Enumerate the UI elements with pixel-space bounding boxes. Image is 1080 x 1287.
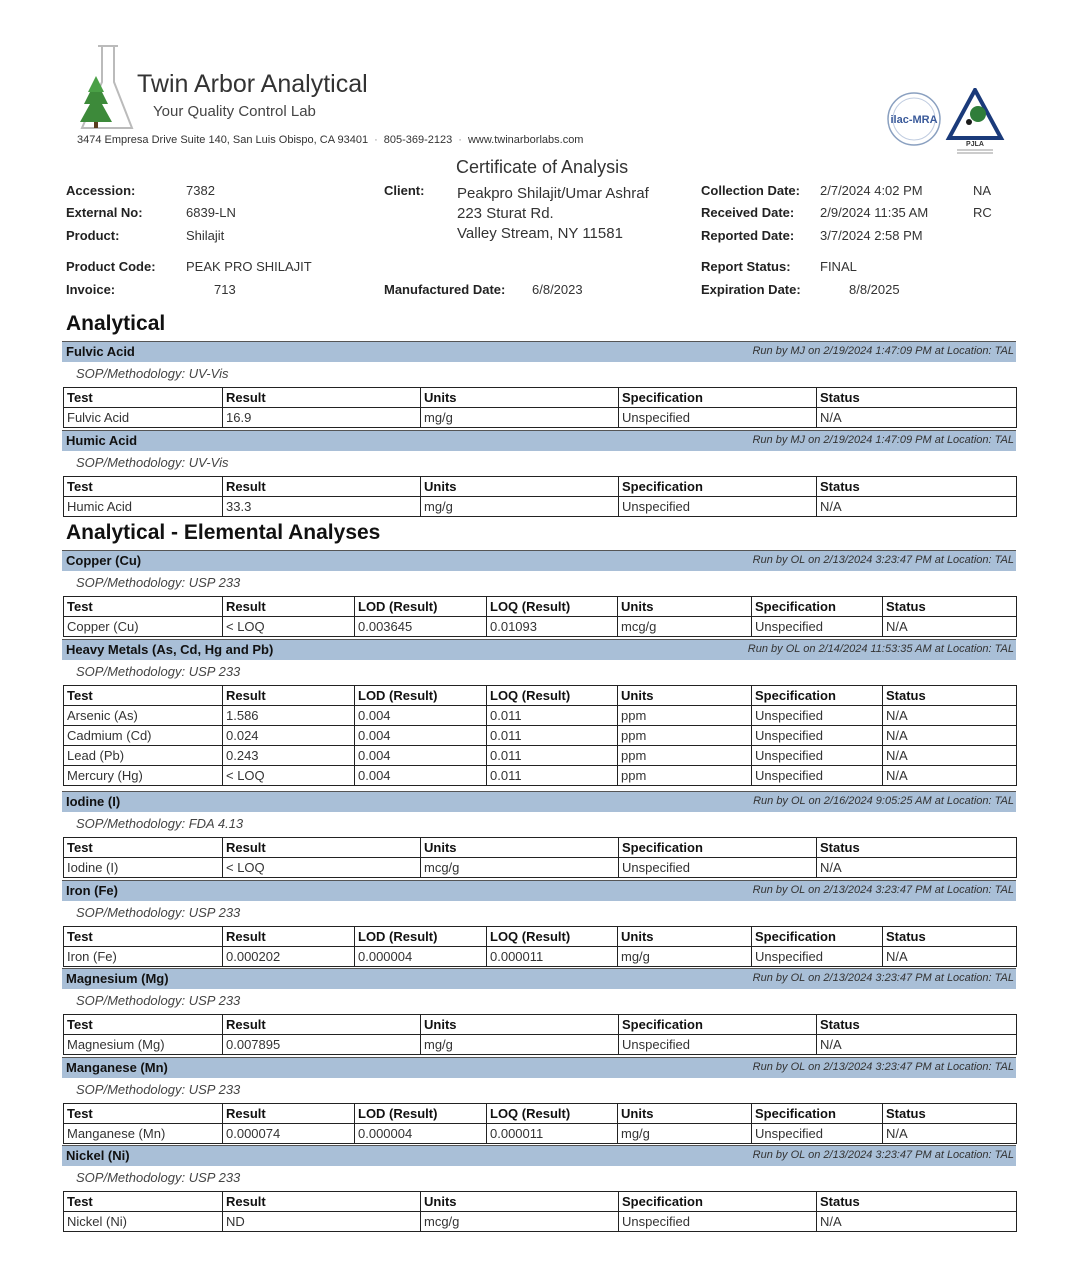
table-header-row bbox=[64, 927, 1017, 947]
table-cell: 0.000011 bbox=[487, 947, 618, 967]
column-header: Specification bbox=[619, 1015, 817, 1035]
sop-methodology: SOP/Methodology: FDA 4.13 bbox=[76, 816, 244, 831]
column-header: Result bbox=[223, 1104, 355, 1124]
table-cell: 0.004 bbox=[355, 766, 487, 786]
results-table-nickel-ni bbox=[63, 1191, 1017, 1232]
pjla-accreditation-icon bbox=[945, 88, 1005, 156]
group-run-info: Run by OL on 2/16/2024 9:05:25 AM at Location: TAL bbox=[753, 795, 1014, 807]
table-header-row bbox=[64, 1104, 1017, 1124]
section-title-elemental: Analytical - Elemental Analyses bbox=[66, 521, 381, 544]
group-header-heavy-metals-as-cd-hg-and-pb bbox=[62, 639, 1016, 660]
table-row bbox=[64, 408, 1017, 428]
manufactured-date-value: 6/8/2023 bbox=[532, 282, 583, 297]
accession-value: 7382 bbox=[186, 183, 215, 198]
lab-contact-line: 3474 Empresa Drive Suite 140, San Luis Obispo, CA 93401 · 805-369-2123 · www.twinarborlabs.com bbox=[77, 134, 584, 146]
collection-date-label: Collection Date: bbox=[701, 183, 800, 198]
table-header-row bbox=[64, 477, 1017, 497]
column-header: LOQ (Result) bbox=[487, 1104, 618, 1124]
lab-address: 3474 Empresa Drive Suite 140, San Luis Obispo, CA 93401 bbox=[77, 134, 369, 146]
column-header: LOD (Result) bbox=[355, 597, 487, 617]
table-cell: N/A bbox=[817, 497, 1017, 517]
table-cell: 0.011 bbox=[487, 746, 618, 766]
table-cell: Unspecified bbox=[752, 706, 883, 726]
table-cell: Iron (Fe) bbox=[64, 947, 223, 967]
table-cell: mg/g bbox=[421, 408, 619, 428]
table-row bbox=[64, 497, 1017, 517]
column-header: Result bbox=[223, 597, 355, 617]
sop-methodology: SOP/Methodology: UV-Vis bbox=[76, 455, 229, 470]
group-name: Iodine (I) bbox=[66, 794, 121, 809]
table-cell: Unspecified bbox=[619, 1035, 817, 1055]
table-row bbox=[64, 766, 1017, 786]
column-header: Status bbox=[817, 1192, 1017, 1212]
column-header: Test bbox=[64, 388, 223, 408]
results-table-heavy-metals-as-cd-hg-and-pb bbox=[63, 685, 1017, 786]
results-table-humic-acid bbox=[63, 476, 1017, 517]
column-header: Result bbox=[223, 388, 421, 408]
results-table-copper-cu bbox=[63, 596, 1017, 637]
product-value: Shilajit bbox=[186, 228, 225, 243]
table-cell: Unspecified bbox=[752, 726, 883, 746]
results-table-fulvic-acid bbox=[63, 387, 1017, 428]
manufactured-date-label: Manufactured Date: bbox=[384, 282, 506, 297]
product-code-label: Product Code: bbox=[66, 259, 156, 274]
column-header: LOD (Result) bbox=[355, 927, 487, 947]
table-cell: N/A bbox=[883, 1124, 1017, 1144]
lab-tagline: Your Quality Control Lab bbox=[153, 103, 316, 120]
column-header: Units bbox=[618, 686, 752, 706]
client-name: Peakpro Shilajit/Umar Ashraf bbox=[457, 185, 649, 202]
ilac-mra-text: ilac-MRA bbox=[890, 114, 938, 126]
table-cell: 0.007895 bbox=[223, 1035, 421, 1055]
client-city: Valley Stream, NY 11581 bbox=[457, 225, 623, 242]
table-cell: 0.000004 bbox=[355, 1124, 487, 1144]
group-header-magnesium-mg bbox=[62, 968, 1016, 989]
group-header-nickel-ni bbox=[62, 1145, 1016, 1166]
reported-date-value: 3/7/2024 2:58 PM bbox=[820, 228, 923, 243]
table-cell: N/A bbox=[817, 1035, 1017, 1055]
column-header: Test bbox=[64, 686, 223, 706]
table-row bbox=[64, 706, 1017, 726]
column-header: Status bbox=[817, 477, 1017, 497]
column-header: LOD (Result) bbox=[355, 1104, 487, 1124]
group-run-info: Run by OL on 2/14/2024 11:53:35 AM at Location: TAL bbox=[747, 643, 1014, 655]
column-header: Units bbox=[618, 597, 752, 617]
sop-methodology: SOP/Methodology: USP 233 bbox=[76, 1082, 241, 1097]
group-header-copper-cu bbox=[62, 550, 1016, 571]
table-cell: mcg/g bbox=[421, 1212, 619, 1232]
column-header: Test bbox=[64, 838, 223, 858]
table-cell: 0.011 bbox=[487, 726, 618, 746]
lab-phone: 805-369-2123 bbox=[383, 134, 453, 146]
table-cell: Unspecified bbox=[752, 617, 883, 637]
table-cell: Unspecified bbox=[752, 766, 883, 786]
column-header: Specification bbox=[752, 927, 883, 947]
external-no-value: 6839-LN bbox=[186, 205, 236, 220]
sop-methodology: SOP/Methodology: USP 233 bbox=[76, 575, 241, 590]
table-cell: Unspecified bbox=[752, 746, 883, 766]
group-header-manganese-mn bbox=[62, 1057, 1016, 1078]
column-header: Specification bbox=[619, 388, 817, 408]
table-row bbox=[64, 617, 1017, 637]
report-status-label: Report Status: bbox=[701, 259, 791, 274]
group-name: Magnesium (Mg) bbox=[66, 971, 169, 986]
received-date-value: 2/9/2024 11:35 AM bbox=[820, 205, 929, 220]
table-cell: 33.3 bbox=[223, 497, 421, 517]
table-header-row bbox=[64, 686, 1017, 706]
table-cell: ppm bbox=[618, 726, 752, 746]
received-date-label: Received Date: bbox=[701, 205, 795, 220]
product-code-value: PEAK PRO SHILAJIT bbox=[186, 259, 312, 274]
column-header: Test bbox=[64, 1015, 223, 1035]
ilac-mra-seal-icon bbox=[886, 91, 942, 147]
group-name: Fulvic Acid bbox=[66, 344, 135, 359]
table-row bbox=[64, 858, 1017, 878]
group-header-iodine-i bbox=[62, 791, 1016, 812]
column-header: Status bbox=[883, 686, 1017, 706]
table-cell: mcg/g bbox=[421, 858, 619, 878]
sop-methodology: SOP/Methodology: USP 233 bbox=[76, 1170, 241, 1185]
table-cell: 0.004 bbox=[355, 706, 487, 726]
table-cell: 0.01093 bbox=[487, 617, 618, 637]
group-name: Heavy Metals (As, Cd, Hg and Pb) bbox=[66, 642, 274, 657]
table-cell: N/A bbox=[883, 617, 1017, 637]
invoice-value: 713 bbox=[214, 282, 236, 297]
table-cell: N/A bbox=[883, 766, 1017, 786]
column-header: Units bbox=[618, 927, 752, 947]
table-cell: Magnesium (Mg) bbox=[64, 1035, 223, 1055]
column-header: Result bbox=[223, 1192, 421, 1212]
table-header-row bbox=[64, 597, 1017, 617]
column-header: LOQ (Result) bbox=[487, 686, 618, 706]
group-run-info: Run by OL on 2/13/2024 3:23:47 PM at Location: TAL bbox=[752, 1149, 1014, 1161]
column-header: Specification bbox=[619, 477, 817, 497]
table-cell: Iodine (I) bbox=[64, 858, 223, 878]
column-header: Result bbox=[223, 838, 421, 858]
column-header: Test bbox=[64, 477, 223, 497]
client-street: 223 Sturat Rd. bbox=[457, 205, 554, 222]
table-cell: N/A bbox=[817, 858, 1017, 878]
column-header: Test bbox=[64, 927, 223, 947]
table-cell: 0.024 bbox=[223, 726, 355, 746]
table-cell: 0.000202 bbox=[223, 947, 355, 967]
results-table-iron-fe bbox=[63, 926, 1017, 967]
table-cell: ND bbox=[223, 1212, 421, 1232]
table-cell: Fulvic Acid bbox=[64, 408, 223, 428]
table-cell: mg/g bbox=[618, 947, 752, 967]
table-cell: N/A bbox=[817, 408, 1017, 428]
table-cell: 0.000004 bbox=[355, 947, 487, 967]
accession-label: Accession: bbox=[66, 183, 136, 198]
table-cell: mcg/g bbox=[618, 617, 752, 637]
table-cell: 0.004 bbox=[355, 726, 487, 746]
group-name: Copper (Cu) bbox=[66, 553, 142, 568]
table-cell: Unspecified bbox=[619, 408, 817, 428]
received-code: RC bbox=[973, 205, 992, 220]
table-cell: mg/g bbox=[421, 1035, 619, 1055]
column-header: Specification bbox=[752, 1104, 883, 1124]
column-header: Specification bbox=[619, 838, 817, 858]
external-no-label: External No: bbox=[66, 205, 143, 220]
table-cell: < LOQ bbox=[223, 617, 355, 637]
group-run-info: Run by OL on 2/13/2024 3:23:47 PM at Location: TAL bbox=[752, 884, 1014, 896]
table-cell: N/A bbox=[883, 726, 1017, 746]
table-row bbox=[64, 1212, 1017, 1232]
table-header-row bbox=[64, 838, 1017, 858]
table-cell: 0.011 bbox=[487, 706, 618, 726]
column-header: Units bbox=[421, 1015, 619, 1035]
sop-methodology: SOP/Methodology: USP 233 bbox=[76, 905, 241, 920]
column-header: LOQ (Result) bbox=[487, 597, 618, 617]
column-header: Units bbox=[421, 1192, 619, 1212]
sop-methodology: SOP/Methodology: USP 233 bbox=[76, 664, 241, 679]
table-cell: Unspecified bbox=[752, 1124, 883, 1144]
column-header: Specification bbox=[752, 597, 883, 617]
column-header: Status bbox=[883, 927, 1017, 947]
table-cell: Unspecified bbox=[619, 497, 817, 517]
results-table-manganese-mn bbox=[63, 1103, 1017, 1144]
expiration-date-label: Expiration Date: bbox=[701, 282, 801, 297]
table-cell: Arsenic (As) bbox=[64, 706, 223, 726]
table-header-row bbox=[64, 1015, 1017, 1035]
group-name: Manganese (Mn) bbox=[66, 1060, 168, 1075]
group-run-info: Run by OL on 2/13/2024 3:23:47 PM at Location: TAL bbox=[752, 554, 1014, 566]
table-row bbox=[64, 746, 1017, 766]
lab-logo-flask-tree-icon bbox=[74, 42, 138, 134]
column-header: Test bbox=[64, 1104, 223, 1124]
table-cell: < LOQ bbox=[223, 858, 421, 878]
reported-date-label: Reported Date: bbox=[701, 228, 795, 243]
column-header: Result bbox=[223, 477, 421, 497]
column-header: LOQ (Result) bbox=[487, 927, 618, 947]
column-header: Result bbox=[223, 927, 355, 947]
group-run-info: Run by MJ on 2/19/2024 1:47:09 PM at Location: TAL bbox=[752, 434, 1014, 446]
table-cell: mg/g bbox=[618, 1124, 752, 1144]
table-cell: < LOQ bbox=[223, 766, 355, 786]
table-cell: N/A bbox=[883, 706, 1017, 726]
column-header: Status bbox=[817, 388, 1017, 408]
expiration-date-value: 8/8/2025 bbox=[849, 282, 900, 297]
group-header-fulvic-acid bbox=[62, 341, 1016, 362]
column-header: Test bbox=[64, 1192, 223, 1212]
section-title-analytical: Analytical bbox=[66, 312, 166, 335]
column-header: Units bbox=[421, 388, 619, 408]
group-name: Nickel (Ni) bbox=[66, 1148, 130, 1163]
column-header: Result bbox=[223, 686, 355, 706]
table-cell: N/A bbox=[883, 947, 1017, 967]
table-cell: 0.243 bbox=[223, 746, 355, 766]
table-cell: ppm bbox=[618, 746, 752, 766]
pjla-text: PJLA bbox=[966, 141, 984, 148]
table-cell: Humic Acid bbox=[64, 497, 223, 517]
table-cell: Lead (Pb) bbox=[64, 746, 223, 766]
table-cell: 0.011 bbox=[487, 766, 618, 786]
collection-code: NA bbox=[973, 183, 992, 198]
invoice-label: Invoice: bbox=[66, 282, 116, 297]
column-header: Status bbox=[817, 1015, 1017, 1035]
table-row bbox=[64, 1124, 1017, 1144]
column-header: Test bbox=[64, 597, 223, 617]
column-header: Status bbox=[883, 597, 1017, 617]
table-cell: 16.9 bbox=[223, 408, 421, 428]
table-row bbox=[64, 947, 1017, 967]
group-name: Iron (Fe) bbox=[66, 883, 118, 898]
table-header-row bbox=[64, 1192, 1017, 1212]
table-cell: 0.003645 bbox=[355, 617, 487, 637]
table-cell: 0.000074 bbox=[223, 1124, 355, 1144]
column-header: Units bbox=[421, 477, 619, 497]
column-header: Status bbox=[817, 838, 1017, 858]
table-cell: N/A bbox=[817, 1212, 1017, 1232]
column-header: Specification bbox=[752, 686, 883, 706]
table-cell: Cadmium (Cd) bbox=[64, 726, 223, 746]
table-header-row bbox=[64, 388, 1017, 408]
table-cell: 0.000011 bbox=[487, 1124, 618, 1144]
product-label: Product: bbox=[66, 228, 120, 243]
table-cell: Unspecified bbox=[619, 1212, 817, 1232]
table-cell: Mercury (Hg) bbox=[64, 766, 223, 786]
lab-name: Twin Arbor Analytical bbox=[137, 70, 368, 98]
results-table-magnesium-mg bbox=[63, 1014, 1017, 1055]
column-header: Units bbox=[618, 1104, 752, 1124]
table-row bbox=[64, 1035, 1017, 1055]
table-cell: Copper (Cu) bbox=[64, 617, 223, 637]
table-cell: ppm bbox=[618, 766, 752, 786]
column-header: Units bbox=[421, 838, 619, 858]
client-label: Client: bbox=[384, 183, 425, 198]
results-table-iodine-i bbox=[63, 837, 1017, 878]
group-name: Humic Acid bbox=[66, 433, 138, 448]
collection-date-value: 2/7/2024 4:02 PM bbox=[820, 183, 923, 198]
table-cell: 1.586 bbox=[223, 706, 355, 726]
report-status-value: FINAL bbox=[820, 259, 857, 274]
table-cell: Manganese (Mn) bbox=[64, 1124, 223, 1144]
table-row bbox=[64, 726, 1017, 746]
table-cell: Unspecified bbox=[752, 947, 883, 967]
table-cell: Unspecified bbox=[619, 858, 817, 878]
table-cell: N/A bbox=[883, 746, 1017, 766]
document-title: Certificate of Analysis bbox=[456, 157, 629, 177]
table-cell: Nickel (Ni) bbox=[64, 1212, 223, 1232]
column-header: Status bbox=[883, 1104, 1017, 1124]
group-run-info: Run by OL on 2/13/2024 3:23:47 PM at Location: TAL bbox=[752, 1061, 1014, 1073]
sop-methodology: SOP/Methodology: USP 233 bbox=[76, 993, 241, 1008]
column-header: Result bbox=[223, 1015, 421, 1035]
group-run-info: Run by MJ on 2/19/2024 1:47:09 PM at Location: TAL bbox=[752, 345, 1014, 357]
column-header: LOD (Result) bbox=[355, 686, 487, 706]
lab-website: www.twinarborlabs.com bbox=[467, 134, 584, 146]
sop-methodology: SOP/Methodology: UV-Vis bbox=[76, 366, 229, 381]
group-header-iron-fe bbox=[62, 880, 1016, 901]
group-run-info: Run by OL on 2/13/2024 3:23:47 PM at Location: TAL bbox=[752, 972, 1014, 984]
table-cell: 0.004 bbox=[355, 746, 487, 766]
column-header: Specification bbox=[619, 1192, 817, 1212]
table-cell: ppm bbox=[618, 706, 752, 726]
group-header-humic-acid bbox=[62, 430, 1016, 451]
table-cell: mg/g bbox=[421, 497, 619, 517]
